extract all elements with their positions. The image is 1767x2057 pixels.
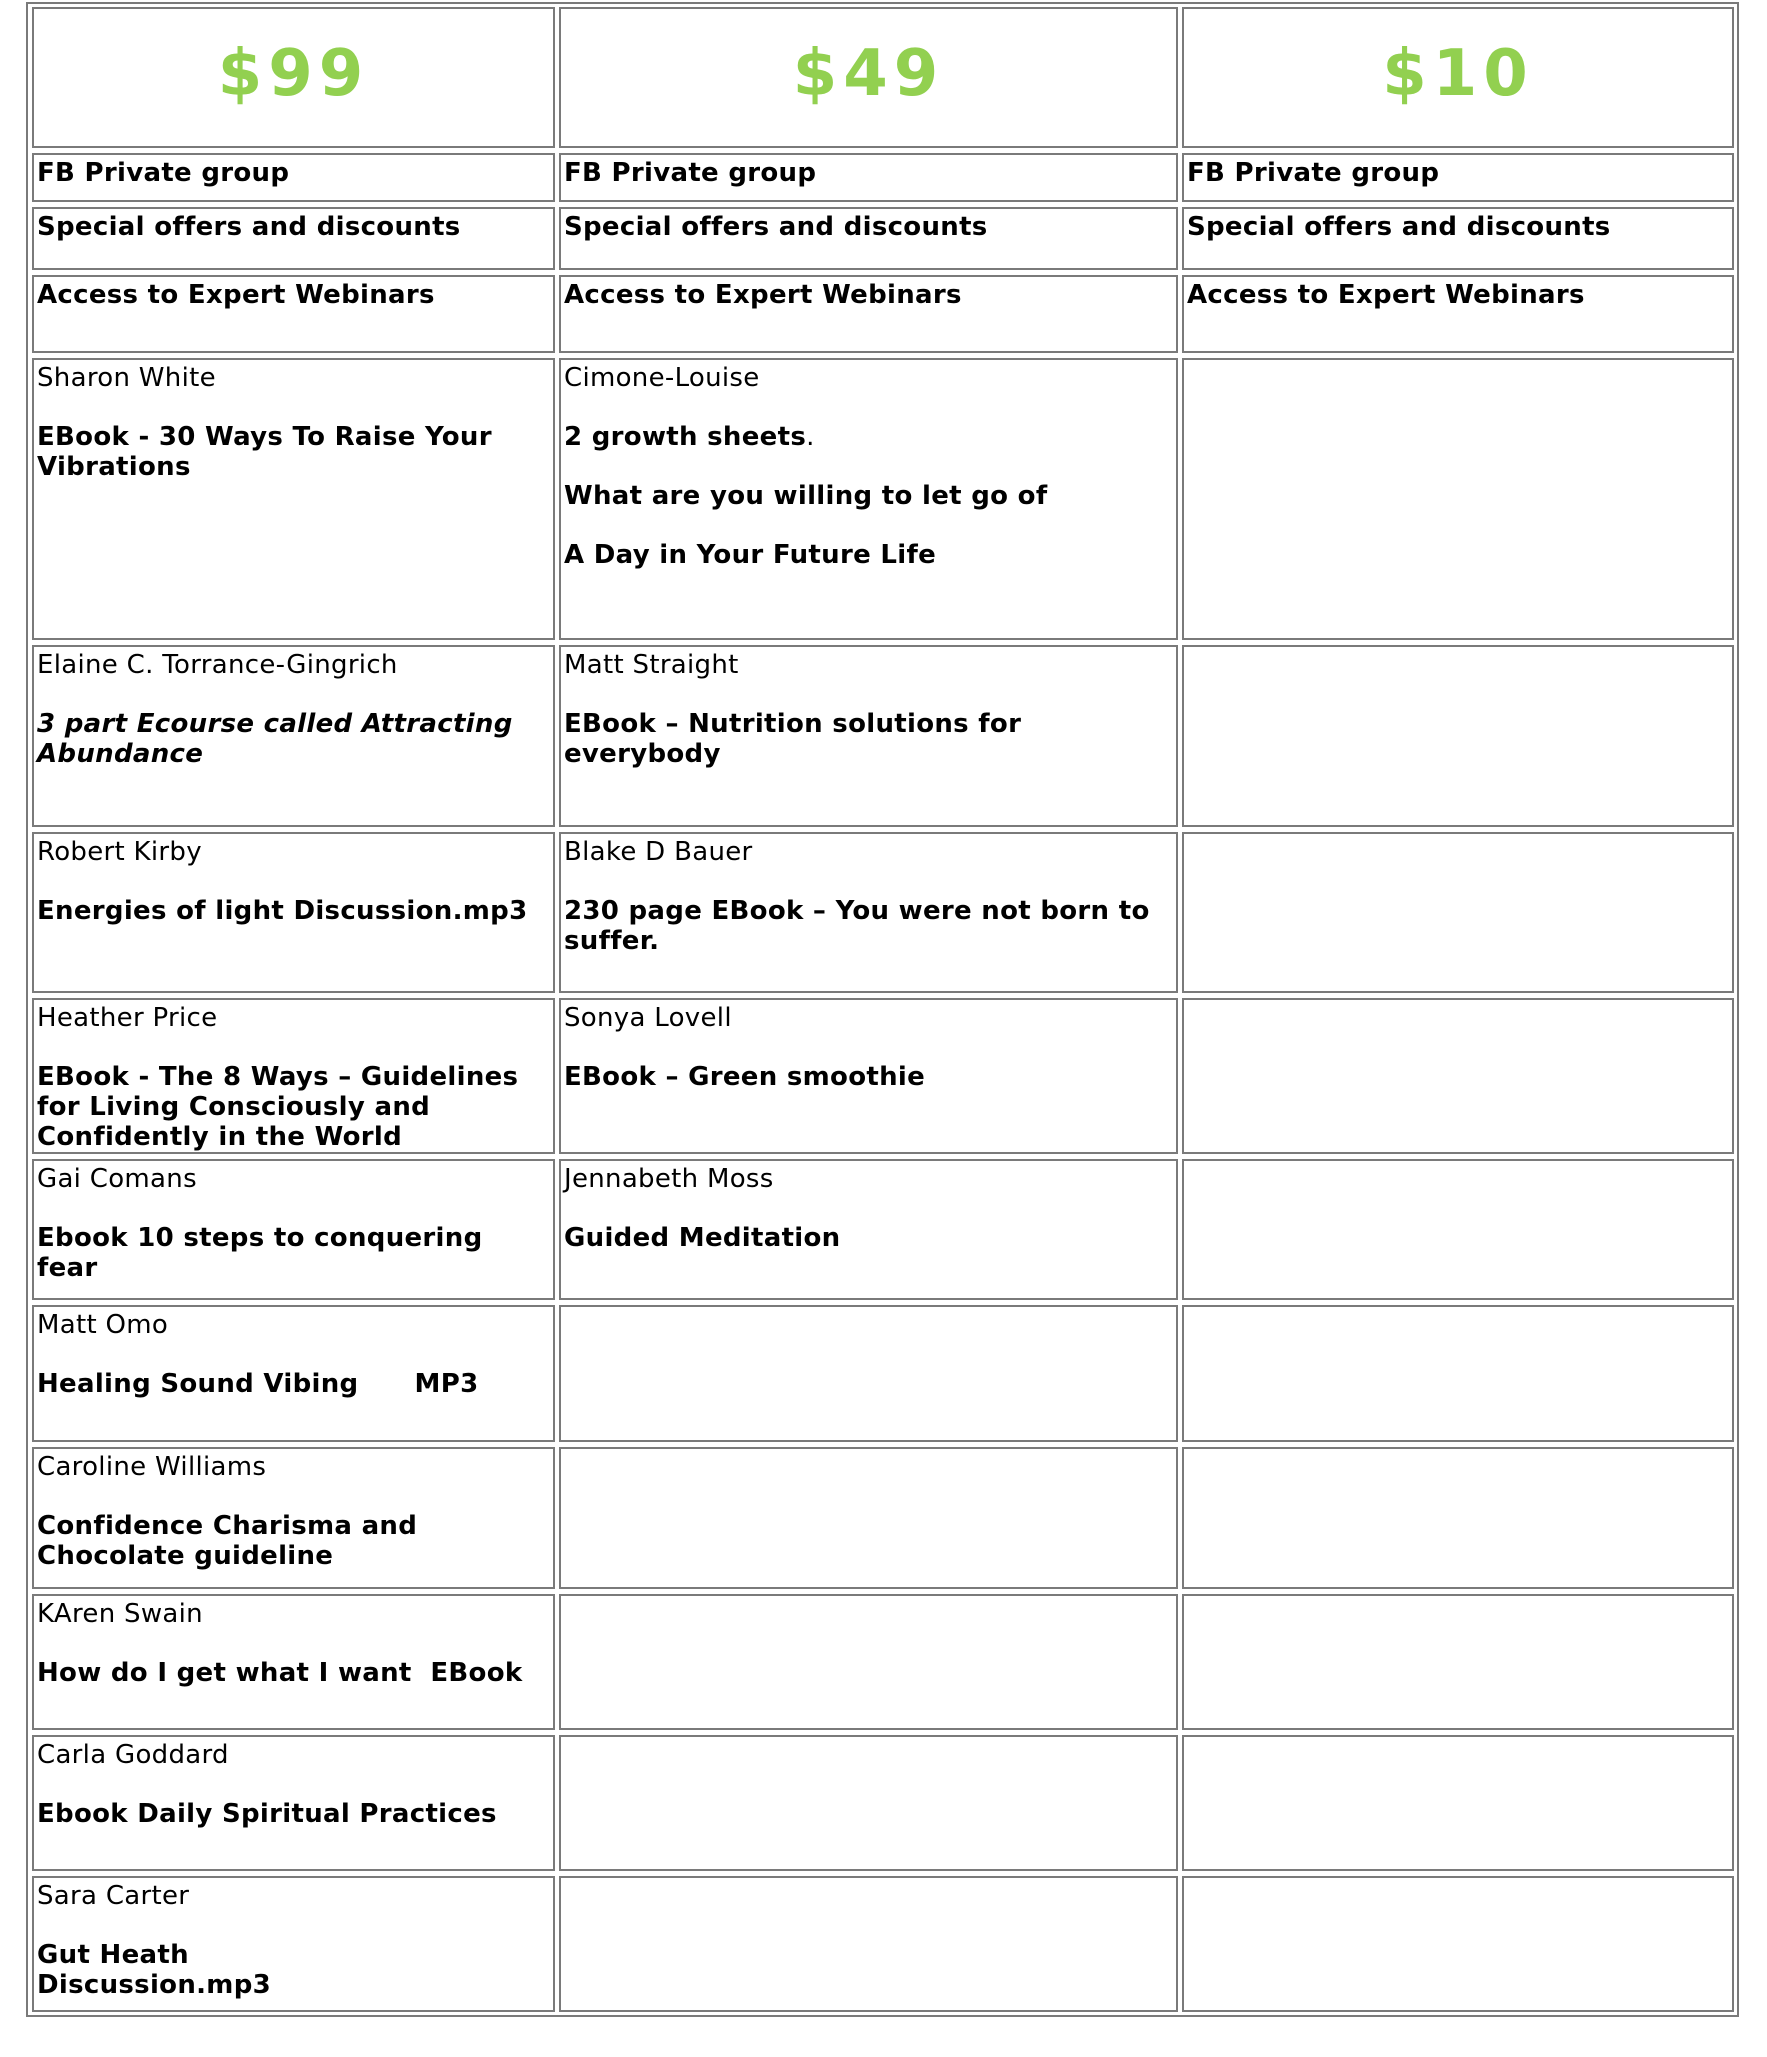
bonus-row xyxy=(32,998,1734,1154)
bonus-item: Healing Sound Vibing MP3 xyxy=(37,1369,479,1399)
bonus-cell-10 xyxy=(1182,1159,1734,1300)
bonus-cell-10 xyxy=(1182,358,1734,640)
feature-label: Special offers and discounts xyxy=(37,212,461,242)
tier-99-price: $99 xyxy=(217,36,370,111)
feature-label: Access to Expert Webinars xyxy=(37,280,435,310)
bonus-cell-49 xyxy=(559,998,1178,1154)
tier-10-price-cell xyxy=(1182,7,1734,148)
tier-49-price: $49 xyxy=(792,36,945,111)
bonus-cell-49 xyxy=(559,1447,1178,1589)
bonus-cell-49 xyxy=(559,1735,1178,1871)
feature-label: Access to Expert Webinars xyxy=(1187,280,1585,310)
bonus-item: Ebook 10 steps to conquering fear xyxy=(37,1223,483,1283)
feature-label: FB Private group xyxy=(37,158,290,188)
bonus-cell-99 xyxy=(32,832,555,993)
tier-10-price: $10 xyxy=(1382,36,1534,111)
feature-cell xyxy=(559,207,1178,270)
contributor-name: Heather Price xyxy=(37,1003,218,1033)
pricing-table-frame xyxy=(26,2,1739,2017)
bonus-item: Gut Heath Discussion.mp3 xyxy=(37,1940,271,2000)
bonus-cell-49 xyxy=(559,358,1178,640)
feature-label: Special offers and discounts xyxy=(1187,212,1611,242)
bonus-cell-10 xyxy=(1182,1447,1734,1589)
bonus-item: 230 page EBook – You were not born to suffer. xyxy=(564,896,1150,956)
bonus-item: EBook - 30 Ways To Raise Your Vibrations xyxy=(37,422,492,482)
contributor-name: Gai Comans xyxy=(37,1164,197,1194)
bonus-cell-99 xyxy=(32,645,555,827)
contributor-name: Sharon White xyxy=(37,363,216,393)
bonus-item: What are you willing to let go of xyxy=(564,481,1048,511)
bonus-cell-49 xyxy=(559,1305,1178,1442)
bonus-row xyxy=(32,1594,1734,1730)
contributor-name: Matt Omo xyxy=(37,1310,169,1340)
bonus-row xyxy=(32,1735,1734,1871)
bonus-row xyxy=(32,1876,1734,2012)
bonus-cell-99 xyxy=(32,358,555,640)
bonus-cell-49 xyxy=(559,832,1178,993)
bonus-item: Energies of light Discussion.mp3 xyxy=(37,896,528,926)
bonus-item: Ebook Daily Spiritual Practices xyxy=(37,1799,497,1829)
feature-label: FB Private group xyxy=(1187,158,1440,188)
feature-cell xyxy=(1182,153,1734,202)
bonus-cell-10 xyxy=(1182,645,1734,827)
feature-label: Access to Expert Webinars xyxy=(564,280,962,310)
bonus-item: A Day in Your Future Life xyxy=(564,540,937,570)
bonus-row xyxy=(32,832,1734,993)
feature-cell xyxy=(1182,275,1734,353)
bonus-item: 2 growth sheets. xyxy=(564,422,815,452)
bonus-item: 3 part Ecourse called Attracting Abundance xyxy=(37,709,513,769)
bonus-row xyxy=(32,358,1734,640)
bonus-cell-10 xyxy=(1182,1305,1734,1442)
bonus-row xyxy=(32,1159,1734,1300)
bonus-cell-10 xyxy=(1182,1735,1734,1871)
bonus-cell-10 xyxy=(1182,998,1734,1154)
bonus-cell-10 xyxy=(1182,832,1734,993)
feature-cell xyxy=(32,207,555,270)
contributor-name: Carla Goddard xyxy=(37,1740,229,1770)
bonus-cell-10 xyxy=(1182,1594,1734,1730)
contributor-name: Robert Kirby xyxy=(37,837,202,867)
contributor-name: KAren Swain xyxy=(37,1599,203,1629)
feature-cell xyxy=(32,275,555,353)
bonus-item: How do I get what I want EBook xyxy=(37,1658,523,1688)
feature-row xyxy=(32,153,1734,202)
feature-cell xyxy=(559,275,1178,353)
bonus-item: Confidence Charisma and Chocolate guideline xyxy=(37,1511,418,1571)
tier-99-price-cell xyxy=(32,7,555,148)
bonus-cell-49 xyxy=(559,645,1178,827)
feature-label: Special offers and discounts xyxy=(564,212,988,242)
feature-row xyxy=(32,275,1734,353)
feature-cell xyxy=(1182,207,1734,270)
bonus-cell-99 xyxy=(32,1447,555,1589)
bonus-cell-99 xyxy=(32,1305,555,1442)
bonus-row xyxy=(32,1447,1734,1589)
bonus-cell-99 xyxy=(32,1594,555,1730)
contributor-name: Blake D Bauer xyxy=(564,837,753,867)
bonus-cell-10 xyxy=(1182,1876,1734,2012)
bonus-cell-49 xyxy=(559,1159,1178,1300)
bonus-cell-99 xyxy=(32,1159,555,1300)
bonus-cell-99 xyxy=(32,1876,555,2012)
bonus-cell-99 xyxy=(32,1735,555,1871)
bonus-row xyxy=(32,645,1734,827)
tier-49-price-cell xyxy=(559,7,1178,148)
feature-label: FB Private group xyxy=(564,158,817,188)
bonus-cell-49 xyxy=(559,1594,1178,1730)
feature-cell xyxy=(559,153,1178,202)
bonus-item: EBook – Green smoothie xyxy=(564,1062,926,1092)
feature-cell xyxy=(32,153,555,202)
bonus-item: EBook – Nutrition solutions for everybody xyxy=(564,709,1022,769)
contributor-name: Cimone-Louise xyxy=(564,363,760,393)
contributor-name: Elaine C. Torrance-Gingrich xyxy=(37,650,398,680)
pricing-table xyxy=(32,7,1734,2012)
contributor-name: Jennabeth Moss xyxy=(564,1164,774,1194)
price-row xyxy=(32,7,1734,148)
contributor-name: Matt Straight xyxy=(564,650,739,680)
bonus-item: EBook - The 8 Ways – Guidelines for Living Consciously and Confidently in the World xyxy=(37,1062,519,1152)
contributor-name: Caroline Williams xyxy=(37,1452,267,1482)
contributor-name: Sonya Lovell xyxy=(564,1003,732,1033)
feature-row xyxy=(32,207,1734,270)
bonus-item: Guided Meditation xyxy=(564,1223,841,1253)
bonus-row xyxy=(32,1305,1734,1442)
bonus-cell-99 xyxy=(32,998,555,1154)
bonus-cell-49 xyxy=(559,1876,1178,2012)
contributor-name: Sara Carter xyxy=(37,1881,190,1911)
